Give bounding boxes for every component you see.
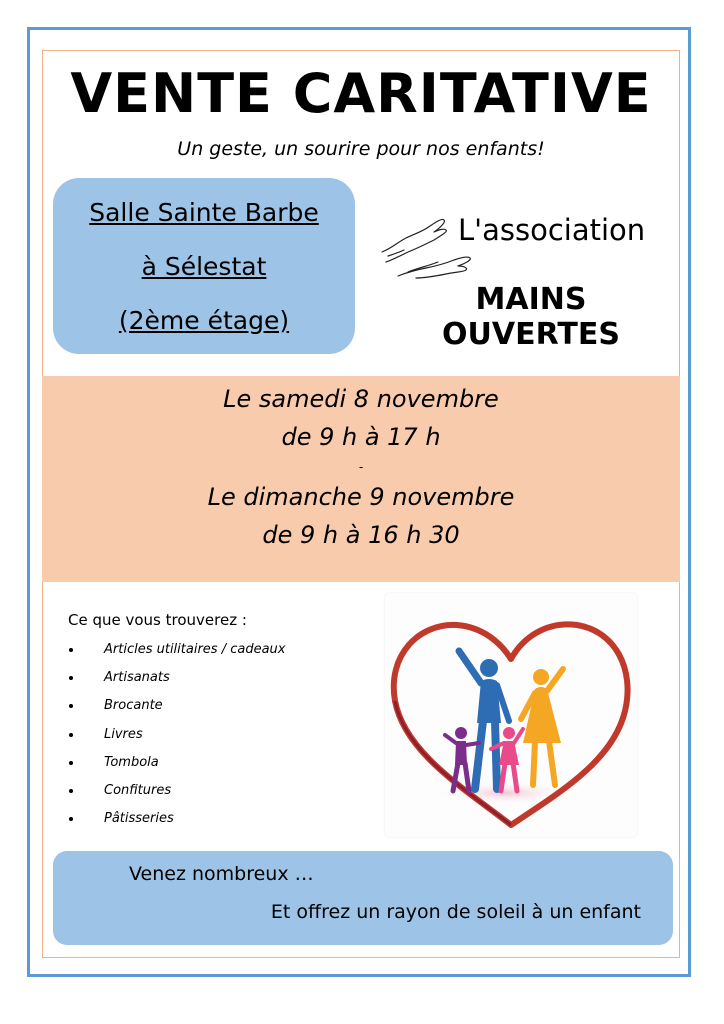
schedule-separator: - — [358, 460, 364, 474]
page-title: VENTE CARITATIVE — [70, 62, 652, 125]
list-item — [68, 753, 285, 781]
venue-line-1: Salle Sainte Barbe — [89, 198, 319, 227]
bullet-icon — [69, 704, 73, 708]
list-item — [68, 781, 285, 809]
list-item — [68, 668, 285, 696]
schedule-hours-2: de 9 h à 16 h 30 — [262, 521, 460, 549]
bullet-icon — [69, 648, 73, 652]
list-item — [68, 696, 285, 724]
footer-panel — [53, 851, 673, 945]
schedule-band — [42, 376, 680, 582]
association-name: MAINS OUVERTES — [442, 282, 620, 352]
illustration-frame — [385, 593, 637, 837]
list-item — [68, 725, 285, 753]
footer-line-1: Venez nombreux … — [129, 863, 314, 885]
list-item — [68, 809, 285, 837]
association-label: L'association — [458, 213, 646, 247]
bullet-icon — [69, 761, 73, 765]
venue-line-2: à Sélestat — [141, 252, 267, 281]
page-subtitle: Un geste, un sourire pour nos enfants! — [177, 138, 545, 160]
list-item-label: Brocante — [104, 698, 163, 714]
venue-panel — [53, 178, 355, 354]
list-item-label: Articles utilitaires / cadeaux — [104, 642, 286, 657]
schedule-hours-1: de 9 h à 17 h — [281, 423, 441, 451]
schedule-day-1: Le samedi 8 novembre — [223, 385, 499, 413]
bullet-icon — [69, 817, 73, 821]
schedule-day-2: Le dimanche 9 novembre — [207, 483, 515, 511]
family-heart-icon — [385, 593, 637, 837]
list-item-label: Pâtisseries — [104, 811, 174, 827]
list-item-label: Tombola — [104, 754, 159, 770]
list-item-label: Livres — [104, 726, 143, 742]
list-item-label: Artisanats — [104, 670, 170, 686]
list-item — [68, 640, 285, 668]
offer-list — [68, 640, 285, 837]
offer-heading: Ce que vous trouverez : — [68, 611, 247, 629]
venue-line-3: (2ème étage) — [118, 306, 290, 335]
footer-line-2: Et offrez un rayon de soleil à un enfant — [270, 901, 641, 923]
bullet-icon — [69, 789, 73, 793]
list-item-label: Confitures — [104, 782, 172, 798]
bullet-icon — [69, 733, 73, 737]
bullet-icon — [69, 676, 73, 680]
